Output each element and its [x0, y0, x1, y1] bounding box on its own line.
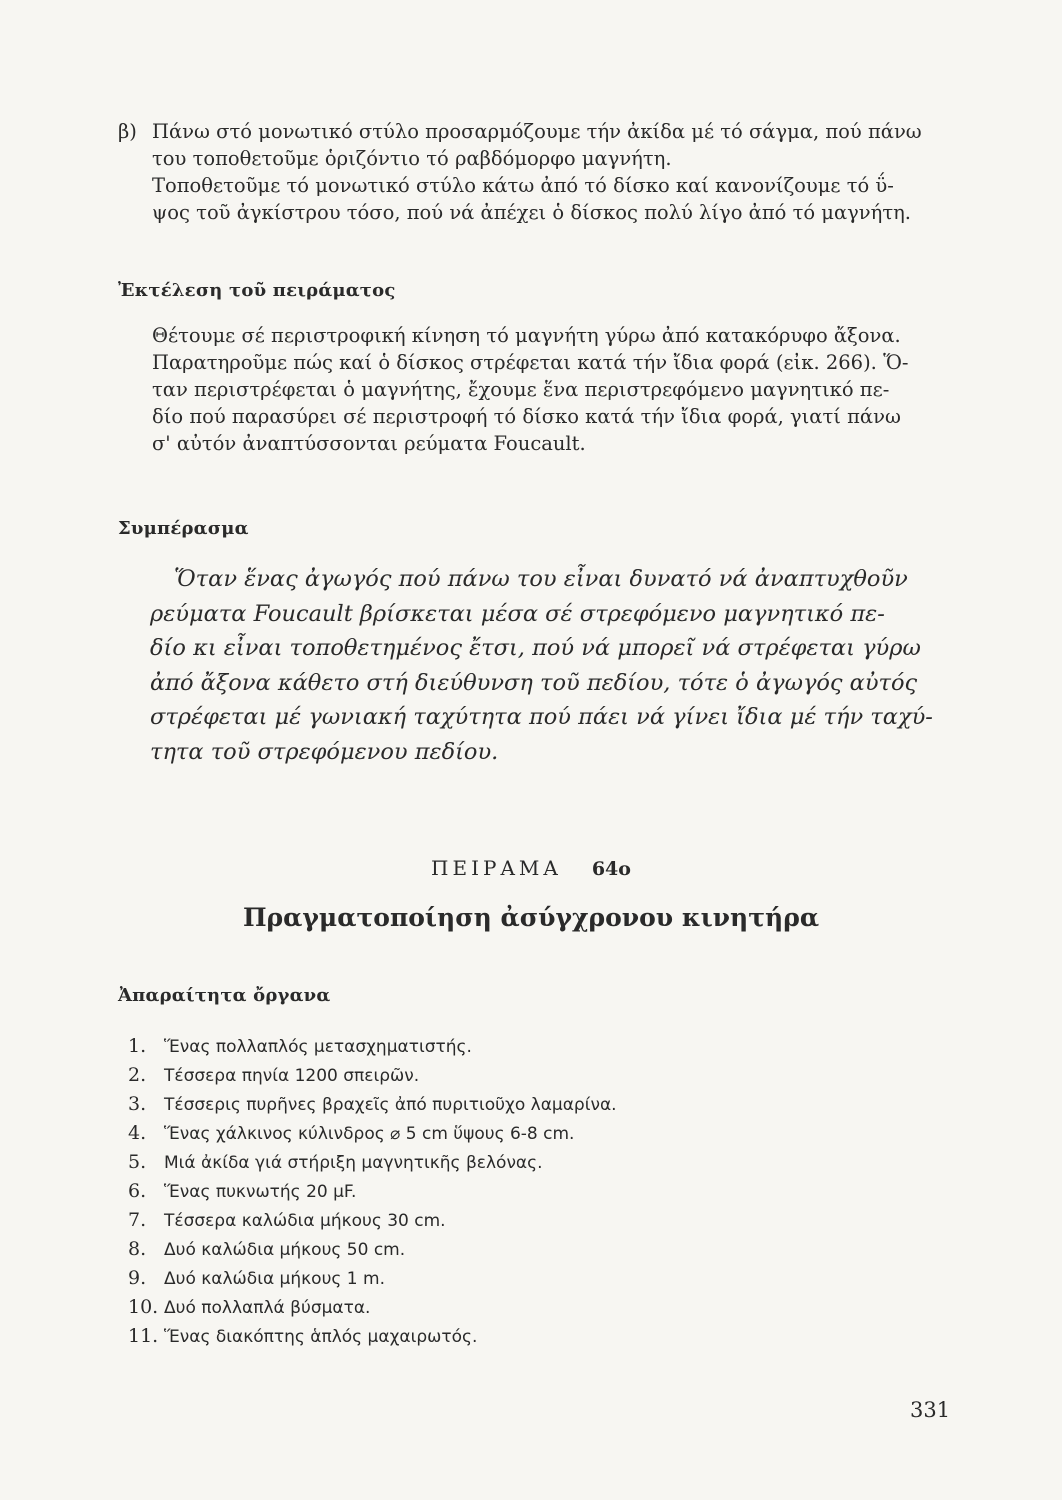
experiment-label	[0, 856, 1062, 880]
item-number: 9.	[128, 1267, 147, 1289]
item-number: 3.	[128, 1093, 147, 1115]
text-line: στρέφεται μέ γωνιακή ταχύτητα πού πάει νά γίνει ἴδια μέ τήν ταχύ-	[150, 704, 933, 730]
list-item	[128, 1235, 617, 1264]
step-marker: β)	[118, 120, 137, 143]
list-item	[128, 1264, 617, 1293]
item-number: 7.	[128, 1209, 147, 1231]
item-text: Τέσσερις πυρῆνες βραχεῖς ἀπό πυριτιοῦχο λαμαρίνα.	[164, 1095, 617, 1115]
execution-text	[152, 322, 952, 457]
text-line: Τοποθετοῦμε τό μονωτικό στύλο κάτω ἀπό τό δίσκο καί κανονίζουμε τό ΰ-	[152, 174, 894, 197]
item-number: 10.	[128, 1296, 159, 1318]
text-line: ρεύματα Foucault βρίσκεται μέσα σέ στρεφόμενο μαγνητικό πε-	[150, 600, 885, 627]
item-number: 4.	[128, 1122, 147, 1144]
text-line: σ' αὐτόν ἀναπτύσσονται ρεύματα Foucault.	[152, 432, 586, 455]
item-text: Τέσσερα καλώδια μήκους 30 cm.	[164, 1211, 446, 1231]
item-text: Δυό καλώδια μήκους 50 cm.	[164, 1240, 406, 1260]
experiment-title: Πραγματοποίηση ἀσύγχρονου κινητήρα	[242, 903, 820, 932]
page-number: 331	[910, 1398, 951, 1422]
item-text: Ἕνας πολλαπλός μετασχηματιστής.	[164, 1037, 472, 1057]
text-line: Θέτουμε σέ περιστροφική κίνηση τό μαγνήτη γύρω ἀπό κατακόρυφο ἄξονα.	[152, 324, 901, 347]
item-number: 8.	[128, 1238, 147, 1260]
list-item	[128, 1032, 617, 1061]
conclusion-text	[150, 562, 960, 769]
equipment-list	[128, 1032, 617, 1351]
text-line: ταν περιστρέφεται ὁ μαγνήτης, ἔχουμε ἕνα περιστρεφόμενο μαγνητικό πε-	[152, 378, 890, 401]
item-number: 11.	[128, 1325, 159, 1347]
text-line: δίο κι εἶναι τοποθετημένος ἔτσι, πού νά μπορεῖ νά στρέφεται γύρω	[150, 635, 921, 661]
text-line: του τοποθετοῦμε ὁριζόντιο τό ραβδόμορφο μαγνήτη.	[152, 147, 672, 170]
equipment-heading: Ἀπαραίτητα ὄργανα	[118, 985, 331, 1006]
list-item	[128, 1293, 617, 1322]
list-item	[128, 1177, 617, 1206]
list-item	[128, 1061, 617, 1090]
conclusion-heading: Συμπέρασμα	[118, 518, 249, 539]
list-item	[128, 1090, 617, 1119]
execution-heading: Ἐκτέλεση τοῦ πειράματος	[118, 280, 396, 301]
item-number: 2.	[128, 1064, 147, 1086]
list-item	[128, 1322, 617, 1351]
text-line: ἀπό ἄξονα κάθετο στή διεύθυνση τοῦ πεδίου, τότε ὁ ἀγωγός αὐτός	[150, 669, 918, 696]
text-line: Ὅταν ἕνας ἀγωγός πού πάνω του εἶναι δυνατό νά ἀναπτυχθοῦν	[174, 566, 908, 592]
text-line: δίο πού παρασύρει σέ περιστροφή τό δίσκο κατά τήν ἴδια φορά, γιατί πάνω	[152, 405, 901, 428]
list-item	[128, 1206, 617, 1235]
item-text: Ἕνας διακόπτης ἁπλός μαχαιρωτός.	[164, 1327, 478, 1347]
list-item	[128, 1119, 617, 1148]
experiment-number: 64ο	[591, 858, 631, 880]
item-number: 6.	[128, 1180, 147, 1202]
list-item	[128, 1148, 617, 1177]
text-line: ψος τοῦ ἀγκίστρου τόσο, πού νά ἀπέχει ὁ δίσκος πολύ λίγο ἀπό τό μαγνήτη.	[152, 201, 911, 224]
step-b-text	[152, 118, 952, 226]
item-text: Δυό πολλαπλά βύσματα.	[164, 1298, 371, 1318]
item-number: 5.	[128, 1151, 147, 1173]
text-line: Πάνω στό μονωτικό στύλο προσαρμόζουμε τήν ἀκίδα μέ τό σάγμα, πού πάνω	[152, 120, 922, 143]
item-text: Δυό καλώδια μήκους 1 m.	[164, 1269, 385, 1289]
item-text: Μιά ἀκίδα γιά στήριξη μαγνητικῆς βελόνας.	[164, 1153, 543, 1173]
item-text: Τέσσερα πηνία 1200 σπειρῶν.	[164, 1066, 420, 1086]
experiment-word: ΠΕΙΡΑΜΑ	[431, 856, 562, 880]
text-line: τητα τοῦ στρεφόμενου πεδίου.	[150, 738, 499, 765]
item-text: Ἕνας χάλκινος κύλινδρος ⌀ 5 cm ὕψους 6-8 cm.	[164, 1124, 575, 1144]
text-line: Παρατηροῦμε πώς καί ὁ δίσκος στρέφεται κατά τήν ἴδια φορά (εἰκ. 266). Ὅ-	[152, 351, 909, 374]
item-text: Ἕνας πυκνωτής 20 μF.	[164, 1182, 357, 1202]
item-number: 1.	[128, 1035, 147, 1057]
